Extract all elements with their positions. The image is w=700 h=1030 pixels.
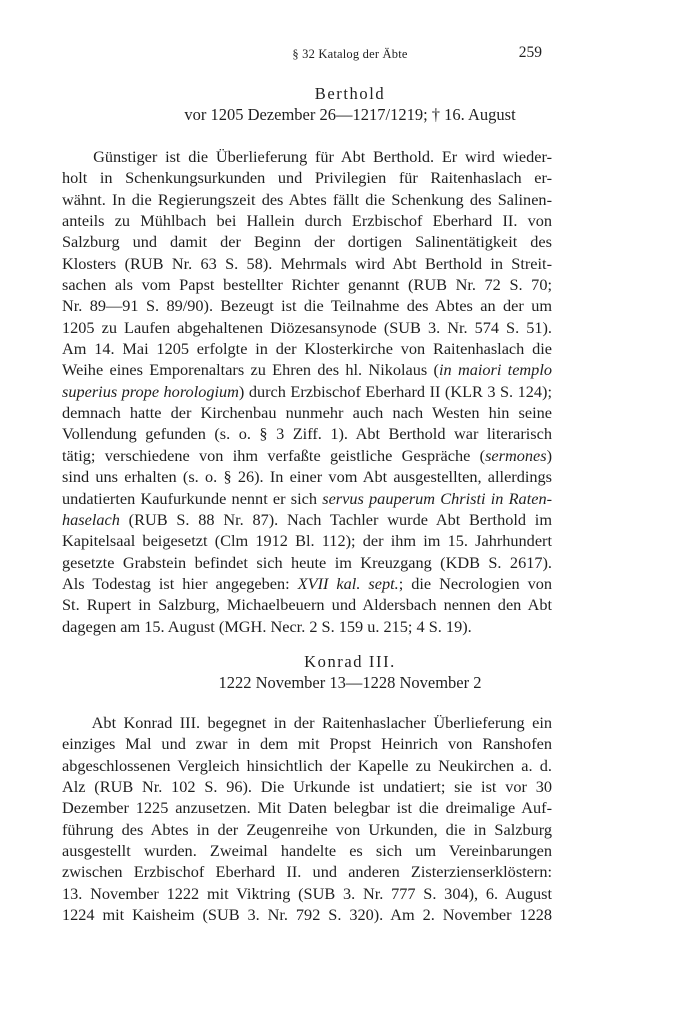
- text-line: 13. November 1222 mit Viktring (SUB 3. Nr. 777 S. 304), 6. August: [62, 883, 552, 903]
- text-line: Vollendung gefunden (s. o. § 3 Ziff. 1). Abt Berthold war literarisch: [62, 424, 552, 444]
- page-number: 259: [518, 44, 542, 61]
- abbot-heading-berthold: [0, 84, 700, 125]
- latin-quote: haselach: [62, 509, 120, 529]
- abbot-heading-konrad: [0, 652, 700, 693]
- entry-text-konrad: [62, 712, 552, 925]
- text-line: führung des Abtes in der Zeugenreihe von Urkunden, die in Salzburg: [62, 819, 552, 839]
- text-line: dagegen am 15. August (MGH. Necr. 2 S. 159 u. 215; 4 S. 19).: [62, 616, 472, 636]
- text-line: sind uns erhalten (s. o. § 26). In einer vom Abt ausgestellten, allerdings: [62, 467, 552, 487]
- abbot-dates: 1222 November 13—1228 November 2: [218, 673, 482, 692]
- abbot-dates: vor 1205 Dezember 26—1217/1219; † 16. August: [184, 105, 516, 124]
- text-line: 1205 zu Laufen abgehaltenen Diözesansynode (SUB 3. Nr. 574 S. 51).: [62, 317, 552, 337]
- text-line: holt in Schenkungsurkunden und Privilegien für Raitenhaslach er-: [62, 168, 552, 188]
- running-head: [0, 44, 700, 66]
- text-line: wähnt. In die Regierungszeit des Abtes fällt die Schenkung des Salinen-: [62, 189, 552, 209]
- text-line: Dezember 1225 anzusetzen. Mit Daten belegbar ist die dreimalige Auf-: [62, 798, 552, 818]
- text-line: undatierten Kaufurkunde nennt er sich servus pauperum Christi in Raten-: [62, 488, 553, 508]
- text-line: tätig; verschiedene von ihm verfaßte geistliche Gespräche (sermones): [62, 445, 552, 465]
- text-line: zwischen Erzbischof Eberhard II. und anderen Zisterzienserklöstern:: [62, 862, 552, 882]
- text-line: einziges Mal und zwar in dem mit Propst Heinrich von Ranshofen: [62, 734, 552, 754]
- text-line: Am 14. Mai 1205 erfolgte in der Klosterkirche von Raitenhaslach die: [62, 339, 552, 359]
- text-line: superius prope horologium) durch Erzbischof Eberhard II (KLR 3 S. 124);: [62, 381, 552, 401]
- text-line: 1224 mit Kaisheim (SUB 3. Nr. 792 S. 320). Am 2. November 1228: [62, 905, 552, 925]
- text-line: demnach hatte der Kirchenbau nunmehr auch nach Westen hin seine: [62, 403, 552, 423]
- text-line: Klosters (RUB Nr. 63 S. 58). Mehrmals wird Abt Berthold in Streit-: [62, 253, 552, 273]
- latin-quote: superius prope horologium: [62, 381, 239, 401]
- running-title: § 32 Katalog der Äbte: [292, 47, 408, 61]
- latin-date: XVII kal. sept.: [297, 573, 399, 593]
- text-line: haselach (RUB S. 88 Nr. 87). Nach Tachler wurde Abt Berthold im: [62, 509, 552, 529]
- text-line: Salzburg und damit der Beginn der dortigen Salinentätigkeit des: [62, 232, 552, 252]
- text-line: Günstiger ist die Überlieferung für Abt Berthold. Er wird wieder-: [93, 147, 552, 166]
- text-line: Nr. 89—91 S. 89/90). Bezeugt ist die Teilnahme des Abtes an der um: [62, 296, 552, 316]
- abbot-name: Konrad III.: [304, 652, 396, 671]
- text-line: sachen als vom Papst bestellter Richter genannt (RUB Nr. 72 S. 70;: [62, 275, 552, 295]
- text-line: abgeschlossenen Vergleich hinsichtlich der Kapelle zu Neukirchen a. d.: [62, 755, 552, 775]
- text-line: Als Todestag ist hier angegeben: XVII kal. sept.; die Necrologien von: [62, 573, 553, 593]
- text-line: anteils zu Mühlbach bei Hallein durch Erzbischof Eberhard II. von: [62, 211, 552, 231]
- text-line: Weihe eines Emporenaltars zu Ehren des hl. Nikolaus (in maiori templo: [62, 360, 552, 380]
- text-line: Kapitelsaal beigesetzt (Clm 1912 Bl. 112); der ihm im 15. Jahrhundert: [62, 531, 552, 551]
- text-line: St. Rupert in Salzburg, Michaelbeuern und Aldersbach nennen den Abt: [62, 595, 552, 615]
- text-line: Alz (RUB Nr. 102 S. 96). Die Urkunde ist undatiert; sie ist vor 30: [62, 777, 552, 797]
- entry-text-berthold: [62, 146, 552, 637]
- text-line: gesetzte Grabstein befindet sich heute im Kreuzgang (KDB S. 2617).: [62, 552, 552, 572]
- text-line: Abt Konrad III. begegnet in der Raitenhaslacher Überlieferung ein: [91, 713, 552, 732]
- latin-term: sermones: [485, 445, 547, 465]
- latin-quote: servus pauperum Christi in Raten-: [322, 488, 553, 508]
- text-line: ausgestellt wurden. Zweimal handelte es sich um Vereinbarungen: [62, 841, 552, 861]
- latin-quote: in maiori templo: [438, 360, 552, 380]
- abbot-name: Berthold: [314, 84, 386, 103]
